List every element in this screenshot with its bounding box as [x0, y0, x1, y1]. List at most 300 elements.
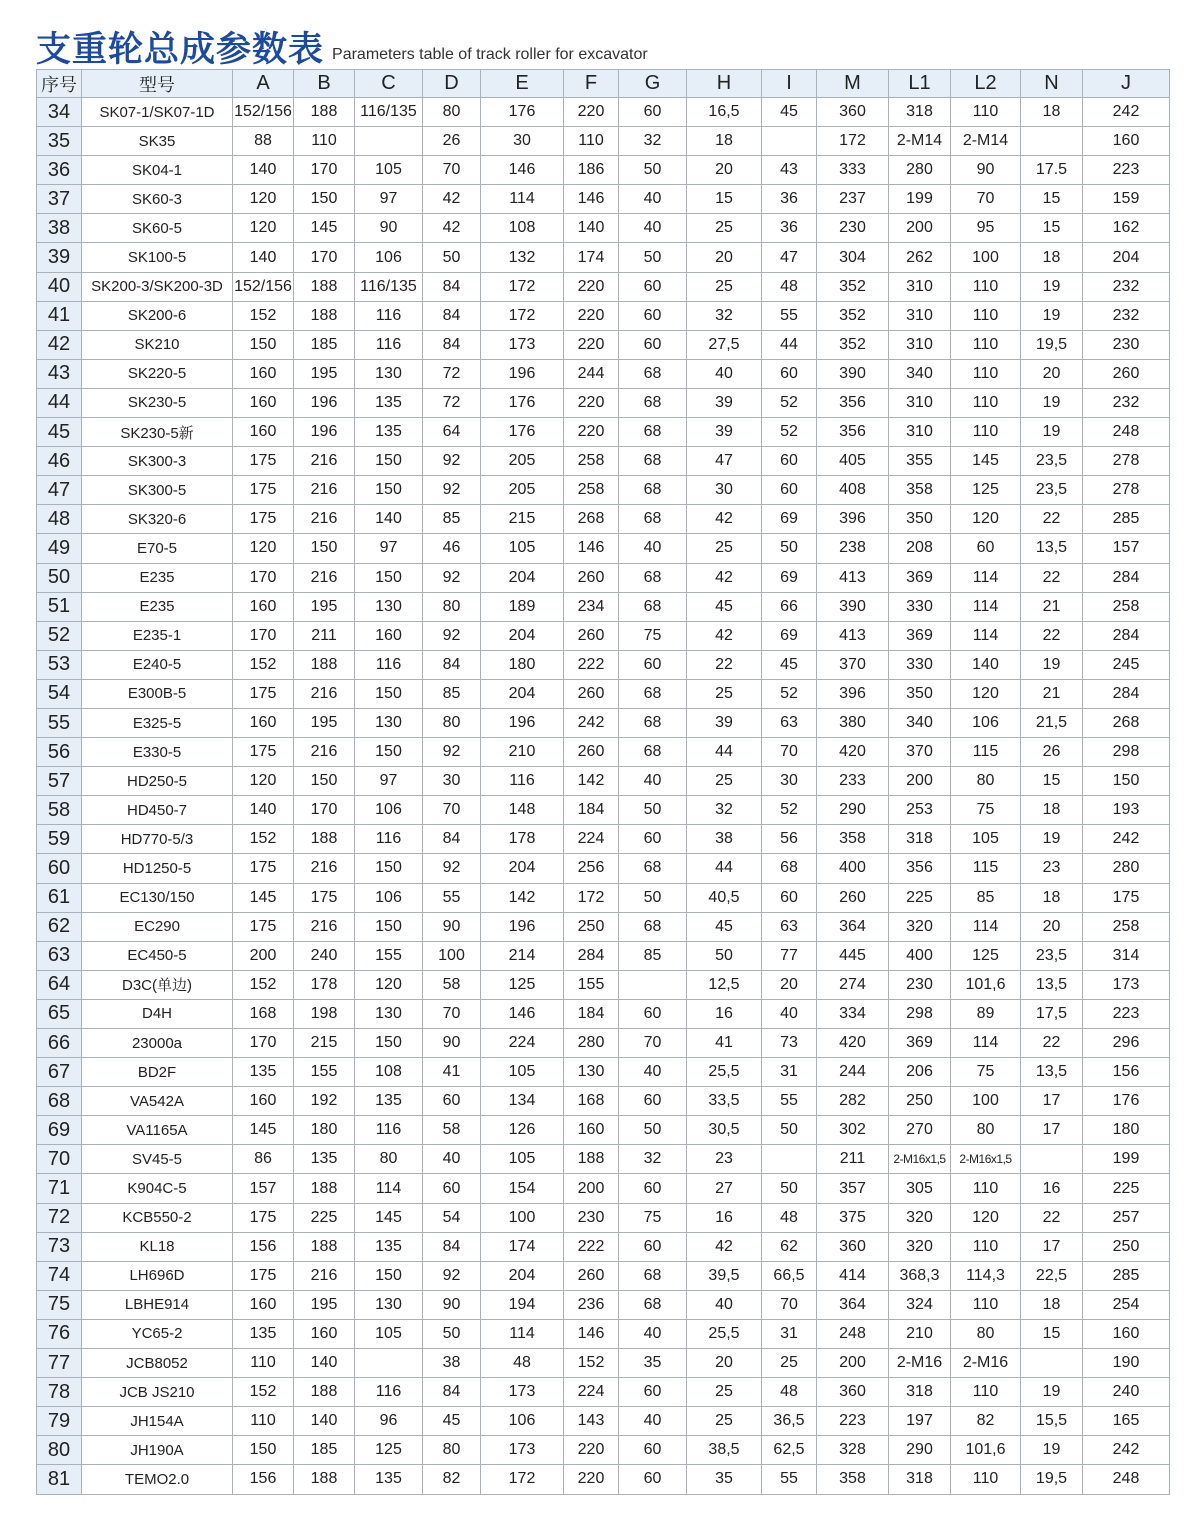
value-cell: 60: [951, 534, 1021, 563]
value-cell: 62: [762, 1232, 817, 1261]
value-cell: 30: [423, 767, 481, 796]
value-cell: 358: [889, 476, 951, 505]
value-cell: 420: [817, 1029, 889, 1058]
value-cell: 258: [1083, 912, 1170, 941]
table-row: [37, 214, 1170, 243]
value-cell: 248: [1083, 1465, 1170, 1494]
table-row: [37, 388, 1170, 417]
value-cell: 205: [481, 447, 564, 476]
value-cell: 48: [762, 1203, 817, 1232]
value-cell: 84: [423, 272, 481, 301]
value-cell: 101,6: [951, 970, 1021, 999]
value-cell: 45: [762, 650, 817, 679]
value-cell: 36: [762, 185, 817, 214]
value-cell: 100: [481, 1203, 564, 1232]
value-cell: 35: [619, 1349, 687, 1378]
value-cell: 60: [619, 98, 687, 127]
value-cell: 270: [889, 1116, 951, 1145]
value-cell: 105: [481, 1058, 564, 1087]
value-cell: 152: [233, 301, 294, 330]
value-cell: 32: [619, 1145, 687, 1174]
value-cell: 68: [619, 418, 687, 447]
value-cell: 156: [1083, 1058, 1170, 1087]
row-number-cell: 36: [37, 156, 82, 185]
model-cell: SK200-3/SK200-3D: [82, 272, 233, 301]
value-cell: 58: [423, 1116, 481, 1145]
value-cell: 40: [687, 359, 762, 388]
value-cell: 220: [564, 330, 619, 359]
table-row: [37, 796, 1170, 825]
value-cell: 13,5: [1021, 1058, 1083, 1087]
value-cell: 48: [762, 272, 817, 301]
model-cell: VA1165A: [82, 1116, 233, 1145]
value-cell: 150: [233, 1436, 294, 1465]
value-cell: 157: [233, 1174, 294, 1203]
value-cell: 26: [1021, 738, 1083, 767]
value-cell: 204: [481, 1261, 564, 1290]
value-cell: 105: [481, 534, 564, 563]
row-number-cell: 61: [37, 883, 82, 912]
value-cell: 114: [355, 1174, 423, 1203]
value-cell: 256: [564, 854, 619, 883]
value-cell: 130: [355, 999, 423, 1028]
value-cell: 135: [233, 1058, 294, 1087]
row-number-cell: 59: [37, 825, 82, 854]
value-cell: 42: [687, 563, 762, 592]
value-cell: 350: [889, 679, 951, 708]
value-cell: 116: [355, 1116, 423, 1145]
value-cell: 220: [564, 1436, 619, 1465]
value-cell: 23: [687, 1145, 762, 1174]
value-cell: 110: [951, 98, 1021, 127]
model-cell: SK230-5新: [82, 418, 233, 447]
table-row: [37, 1145, 1170, 1174]
value-cell: 50: [687, 941, 762, 970]
value-cell: 197: [889, 1407, 951, 1436]
value-cell: 32: [687, 301, 762, 330]
model-cell: E300B-5: [82, 679, 233, 708]
value-cell: 40: [619, 1407, 687, 1436]
value-cell: 125: [355, 1436, 423, 1465]
value-cell: 172: [481, 301, 564, 330]
value-cell: 2-M16: [889, 1349, 951, 1378]
value-cell: 55: [762, 1465, 817, 1494]
column-header: C: [355, 70, 423, 98]
row-number-cell: 68: [37, 1087, 82, 1116]
value-cell: 150: [355, 1261, 423, 1290]
value-cell: 40: [762, 999, 817, 1028]
value-cell: 40: [619, 1319, 687, 1348]
value-cell: 445: [817, 941, 889, 970]
value-cell: 232: [1083, 272, 1170, 301]
value-cell: 150: [355, 912, 423, 941]
value-cell: 250: [1083, 1232, 1170, 1261]
value-cell: 44: [687, 854, 762, 883]
value-cell: 68: [619, 476, 687, 505]
value-cell: 150: [355, 738, 423, 767]
value-cell: 106: [355, 883, 423, 912]
value-cell: 50: [619, 796, 687, 825]
value-cell: 48: [762, 1378, 817, 1407]
model-cell: JH154A: [82, 1407, 233, 1436]
value-cell: 204: [1083, 243, 1170, 272]
value-cell: 142: [564, 767, 619, 796]
value-cell: 130: [355, 1290, 423, 1319]
model-cell: LH696D: [82, 1261, 233, 1290]
value-cell: 215: [294, 1029, 355, 1058]
value-cell: 114: [481, 1319, 564, 1348]
value-cell: 390: [817, 592, 889, 621]
value-cell: 25: [687, 272, 762, 301]
value-cell: 140: [233, 243, 294, 272]
value-cell: 18: [1021, 243, 1083, 272]
value-cell: 253: [889, 796, 951, 825]
model-cell: SK100-5: [82, 243, 233, 272]
value-cell: 150: [355, 563, 423, 592]
value-cell: 314: [1083, 941, 1170, 970]
value-cell: 60: [619, 1087, 687, 1116]
value-cell: 17: [1021, 1232, 1083, 1261]
value-cell: 244: [564, 359, 619, 388]
value-cell: 150: [1083, 767, 1170, 796]
value-cell: 2-M14: [951, 127, 1021, 156]
value-cell: 89: [951, 999, 1021, 1028]
value-cell: 199: [889, 185, 951, 214]
value-cell: 106: [355, 243, 423, 272]
value-cell: 110: [951, 301, 1021, 330]
value-cell: 135: [355, 1232, 423, 1261]
value-cell: 160: [1083, 1319, 1170, 1348]
value-cell: 170: [294, 243, 355, 272]
model-cell: SK300-5: [82, 476, 233, 505]
value-cell: 60: [423, 1087, 481, 1116]
value-cell: 146: [481, 156, 564, 185]
value-cell: 330: [889, 592, 951, 621]
table-row: [37, 592, 1170, 621]
value-cell: 214: [481, 941, 564, 970]
value-cell: 114: [951, 621, 1021, 650]
table-row: [37, 767, 1170, 796]
value-cell: 189: [481, 592, 564, 621]
value-cell: 97: [355, 534, 423, 563]
value-cell: 176: [481, 418, 564, 447]
value-cell: 66: [762, 592, 817, 621]
value-cell: 240: [294, 941, 355, 970]
value-cell: 41: [423, 1058, 481, 1087]
value-cell: 250: [564, 912, 619, 941]
value-cell: 22: [1021, 563, 1083, 592]
value-cell: 390: [817, 359, 889, 388]
value-cell: 114: [481, 185, 564, 214]
value-cell: 21,5: [1021, 708, 1083, 737]
model-cell: E235-1: [82, 621, 233, 650]
value-cell: 30: [481, 127, 564, 156]
value-cell: 27: [687, 1174, 762, 1203]
value-cell: 148: [481, 796, 564, 825]
row-number-cell: 69: [37, 1116, 82, 1145]
value-cell: 216: [294, 476, 355, 505]
row-number-cell: 35: [37, 127, 82, 156]
value-cell: 39,5: [687, 1261, 762, 1290]
value-cell: 157: [1083, 534, 1170, 563]
value-cell: 222: [564, 1232, 619, 1261]
value-cell: 188: [294, 1378, 355, 1407]
value-cell: 258: [564, 447, 619, 476]
value-cell: 230: [817, 214, 889, 243]
row-number-cell: 75: [37, 1290, 82, 1319]
value-cell: 170: [294, 796, 355, 825]
row-number-cell: 70: [37, 1145, 82, 1174]
value-cell: 45: [762, 98, 817, 127]
value-cell: 110: [294, 127, 355, 156]
model-cell: D4H: [82, 999, 233, 1028]
value-cell: 220: [564, 388, 619, 417]
value-cell: 18: [687, 127, 762, 156]
page-subtitle: Parameters table of track roller for excavator: [332, 46, 648, 63]
value-cell: 31: [762, 1058, 817, 1087]
value-cell: 284: [1083, 679, 1170, 708]
model-cell: LBHE914: [82, 1290, 233, 1319]
value-cell: 396: [817, 679, 889, 708]
value-cell: 356: [817, 388, 889, 417]
value-cell: 150: [355, 447, 423, 476]
value-cell: 298: [889, 999, 951, 1028]
value-cell: 162: [1083, 214, 1170, 243]
column-header: L2: [951, 70, 1021, 98]
value-cell: 60: [762, 359, 817, 388]
value-cell: 116: [355, 650, 423, 679]
value-cell: 92: [423, 1261, 481, 1290]
value-cell: 2-M16x1,5: [951, 1145, 1021, 1174]
value-cell: 12,5: [687, 970, 762, 999]
model-cell: SK07-1/SK07-1D: [82, 98, 233, 127]
value-cell: 196: [294, 388, 355, 417]
column-header: 型号: [82, 70, 233, 98]
value-cell: 364: [817, 1290, 889, 1319]
value-cell: 369: [889, 563, 951, 592]
value-cell: 170: [233, 563, 294, 592]
value-cell: 285: [1083, 505, 1170, 534]
value-cell: 220: [564, 98, 619, 127]
value-cell: 210: [889, 1319, 951, 1348]
table-row: [37, 272, 1170, 301]
value-cell: 50: [619, 156, 687, 185]
value-cell: 25: [687, 767, 762, 796]
value-cell: 175: [233, 679, 294, 708]
value-cell: 242: [1083, 825, 1170, 854]
model-cell: SK220-5: [82, 359, 233, 388]
table-row: [37, 534, 1170, 563]
value-cell: 70: [423, 156, 481, 185]
value-cell: 258: [564, 476, 619, 505]
value-cell: 176: [481, 98, 564, 127]
value-cell: 116/135: [355, 98, 423, 127]
row-number-cell: 39: [37, 243, 82, 272]
row-number-cell: 40: [37, 272, 82, 301]
value-cell: 135: [355, 1465, 423, 1494]
value-cell: 150: [233, 330, 294, 359]
value-cell: 110: [951, 1232, 1021, 1261]
value-cell: 210: [481, 738, 564, 767]
value-cell: 175: [1083, 883, 1170, 912]
value-cell: [619, 970, 687, 999]
value-cell: 310: [889, 388, 951, 417]
value-cell: [1021, 127, 1083, 156]
value-cell: 110: [951, 272, 1021, 301]
value-cell: 135: [294, 1145, 355, 1174]
value-cell: 72: [423, 388, 481, 417]
model-cell: HD450-7: [82, 796, 233, 825]
value-cell: 114,3: [951, 1261, 1021, 1290]
value-cell: 188: [294, 98, 355, 127]
value-cell: 17,5: [1021, 999, 1083, 1028]
value-cell: 19,5: [1021, 330, 1083, 359]
model-cell: TEMO2.0: [82, 1465, 233, 1494]
value-cell: 58: [423, 970, 481, 999]
value-cell: 45: [687, 592, 762, 621]
value-cell: 106: [355, 796, 423, 825]
value-cell: 70: [423, 999, 481, 1028]
value-cell: 70: [423, 796, 481, 825]
value-cell: 194: [481, 1290, 564, 1319]
value-cell: 156: [233, 1232, 294, 1261]
value-cell: 84: [423, 650, 481, 679]
value-cell: 22: [1021, 1029, 1083, 1058]
value-cell: 152: [233, 1378, 294, 1407]
value-cell: 40: [619, 185, 687, 214]
value-cell: 340: [889, 708, 951, 737]
table-row: [37, 1290, 1170, 1319]
value-cell: 172: [817, 127, 889, 156]
value-cell: 110: [951, 1290, 1021, 1319]
value-cell: 19: [1021, 825, 1083, 854]
value-cell: 334: [817, 999, 889, 1028]
value-cell: 245: [1083, 650, 1170, 679]
model-cell: HD250-5: [82, 767, 233, 796]
value-cell: 92: [423, 738, 481, 767]
value-cell: 242: [564, 708, 619, 737]
value-cell: 145: [233, 883, 294, 912]
value-cell: 216: [294, 854, 355, 883]
value-cell: 60: [619, 301, 687, 330]
value-cell: 135: [233, 1319, 294, 1348]
value-cell: 369: [889, 1029, 951, 1058]
value-cell: 352: [817, 272, 889, 301]
value-cell: 284: [1083, 621, 1170, 650]
row-number-cell: 71: [37, 1174, 82, 1203]
model-cell: K904C-5: [82, 1174, 233, 1203]
value-cell: 318: [889, 98, 951, 127]
value-cell: 33,5: [687, 1087, 762, 1116]
value-cell: 170: [233, 621, 294, 650]
page-header: [36, 20, 648, 70]
value-cell: 68: [619, 505, 687, 534]
value-cell: [762, 1145, 817, 1174]
value-cell: 125: [951, 476, 1021, 505]
value-cell: 68: [619, 592, 687, 621]
row-number-cell: 73: [37, 1232, 82, 1261]
value-cell: 173: [481, 330, 564, 359]
value-cell: 110: [951, 330, 1021, 359]
value-cell: 152: [233, 650, 294, 679]
table-row: [37, 505, 1170, 534]
value-cell: 60: [619, 1436, 687, 1465]
value-cell: 85: [951, 883, 1021, 912]
value-cell: 60: [619, 1378, 687, 1407]
value-cell: 193: [1083, 796, 1170, 825]
table-row: [37, 243, 1170, 272]
table-row: [37, 1087, 1170, 1116]
value-cell: 15: [1021, 185, 1083, 214]
column-header: E: [481, 70, 564, 98]
value-cell: 234: [564, 592, 619, 621]
value-cell: 160: [233, 359, 294, 388]
table-row: [37, 1232, 1170, 1261]
value-cell: 120: [951, 679, 1021, 708]
value-cell: 146: [564, 1319, 619, 1348]
value-cell: 25: [687, 679, 762, 708]
value-cell: 284: [1083, 563, 1170, 592]
value-cell: 364: [817, 912, 889, 941]
value-cell: 13,5: [1021, 534, 1083, 563]
value-cell: 86: [233, 1145, 294, 1174]
value-cell: 68: [619, 708, 687, 737]
value-cell: 46: [423, 534, 481, 563]
value-cell: 250: [889, 1087, 951, 1116]
row-number-cell: 49: [37, 534, 82, 563]
value-cell: 110: [951, 1465, 1021, 1494]
table-row: [37, 1349, 1170, 1378]
value-cell: 77: [762, 941, 817, 970]
row-number-cell: 80: [37, 1436, 82, 1465]
value-cell: 90: [423, 1290, 481, 1319]
value-cell: [1021, 1349, 1083, 1378]
row-number-cell: 48: [37, 505, 82, 534]
value-cell: 105: [951, 825, 1021, 854]
value-cell: 40,5: [687, 883, 762, 912]
model-cell: HD770-5/3: [82, 825, 233, 854]
value-cell: 42: [687, 621, 762, 650]
value-cell: 90: [423, 912, 481, 941]
value-cell: 223: [817, 1407, 889, 1436]
model-cell: BD2F: [82, 1058, 233, 1087]
table-row: [37, 999, 1170, 1028]
value-cell: 38,5: [687, 1436, 762, 1465]
value-cell: 358: [817, 1465, 889, 1494]
value-cell: 180: [481, 650, 564, 679]
table-row: [37, 301, 1170, 330]
value-cell: 352: [817, 330, 889, 359]
column-header: B: [294, 70, 355, 98]
value-cell: 116: [355, 825, 423, 854]
model-cell: JH190A: [82, 1436, 233, 1465]
value-cell: 114: [951, 563, 1021, 592]
value-cell: 116: [355, 301, 423, 330]
column-header: 序号: [37, 70, 82, 98]
value-cell: 116: [355, 330, 423, 359]
table-row: [37, 447, 1170, 476]
model-cell: KL18: [82, 1232, 233, 1261]
value-cell: 2-M16x1,5: [889, 1145, 951, 1174]
row-number-cell: 63: [37, 941, 82, 970]
value-cell: 172: [564, 883, 619, 912]
model-cell: SK04-1: [82, 156, 233, 185]
model-cell: YC65-2: [82, 1319, 233, 1348]
value-cell: 84: [423, 1232, 481, 1261]
value-cell: 132: [481, 243, 564, 272]
value-cell: 310: [889, 418, 951, 447]
row-number-cell: 76: [37, 1319, 82, 1348]
